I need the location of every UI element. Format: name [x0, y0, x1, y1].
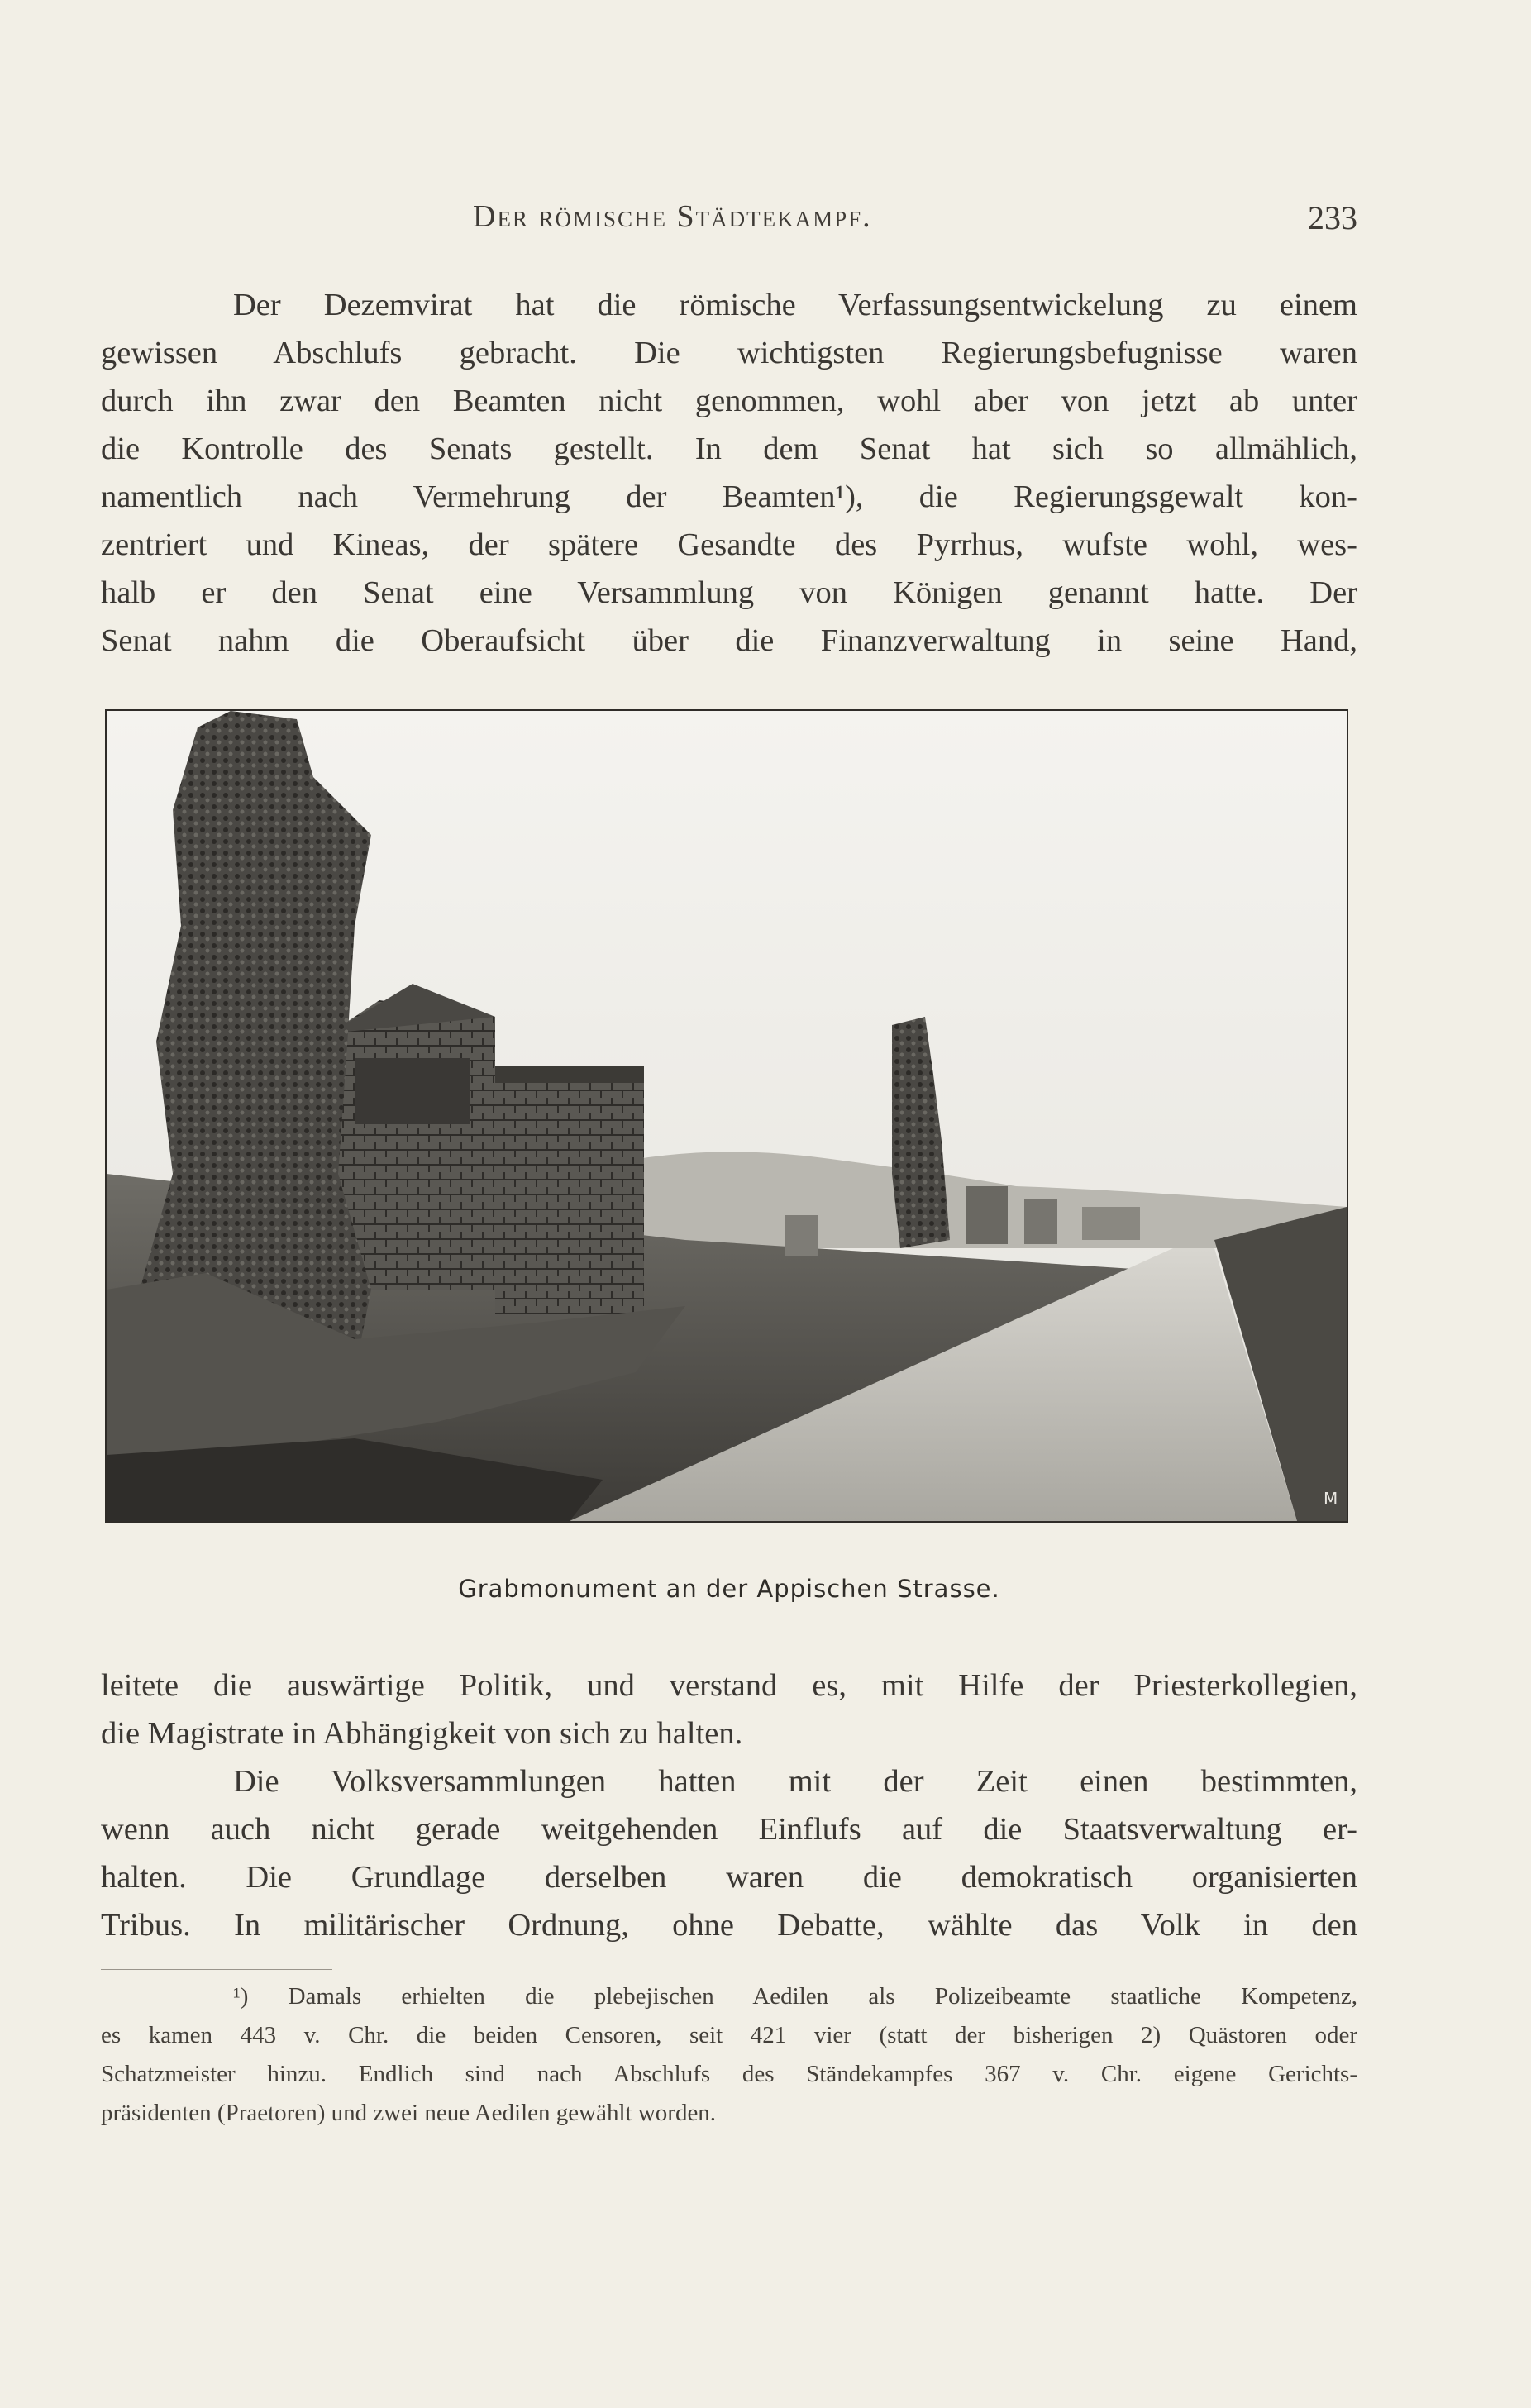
text-line: leitete die auswärtige Politik, und verstand es, mit Hilfe der Priesterkollegien,	[101, 1668, 1357, 1703]
running-header	[101, 198, 1357, 248]
tomb-monument-photograph	[107, 711, 1347, 1521]
text-line: gewissen Abschlufs gebracht. Die wichtigsten Regierungsbefugnisse waren	[101, 336, 1357, 370]
text-line: Tribus. In militärischer Ordnung, ohne Debatte, wählte das Volk in den	[101, 1908, 1357, 1943]
footnote	[101, 1977, 1357, 2133]
text-line: halten. Die Grundlage derselben waren die demokratisch organisierten	[101, 1860, 1357, 1895]
tomb-block	[495, 1066, 644, 1314]
footnote-line: es kamen 443 v. Chr. die beiden Censoren, seit 421 vier (statt der bisherigen 2) Quästoren oder	[101, 2022, 1357, 2048]
distant-ruin	[1082, 1207, 1140, 1240]
running-title: Der römische Städtekampf.	[473, 199, 872, 234]
footnote-line: ¹) Damals erhielten die plebejischen Aedilen als Polizeibeamte staatliche Kompetenz,	[233, 1983, 1357, 2010]
tomb-cornice	[495, 1066, 644, 1083]
footnote-separator	[101, 1969, 332, 1970]
text-line: Der Dezemvirat hat die römische Verfassungsentwickelung zu einem	[233, 288, 1357, 322]
text-line: durch ihn zwar den Beamten nicht genommen, wohl aber von jetzt ab unter	[101, 384, 1357, 418]
page-number: 233	[1308, 199, 1357, 236]
footnote-line: präsidenten (Praetoren) und zwei neue Aedilen gewählt worden.	[101, 2100, 717, 2126]
paragraph-2	[101, 1662, 1357, 1757]
text-line: Die Volksversammlungen hatten mit der Zeit einen bestimmten,	[233, 1764, 1357, 1799]
distant-ruin	[785, 1215, 818, 1256]
distant-ruin	[1024, 1199, 1057, 1244]
text-line: wenn auch nicht gerade weitgehenden Einflufs auf die Staatsverwaltung er-	[101, 1812, 1357, 1847]
text-line: die Magistrate in Abhängigkeit von sich zu halten.	[101, 1716, 743, 1751]
tomb-relief	[355, 1058, 470, 1124]
photographer-monogram: M	[1324, 1489, 1338, 1509]
text-line: Senat nahm die Oberaufsicht über die Finanzverwaltung in seine Hand,	[101, 623, 1357, 658]
text-line: die Kontrolle des Senats gestellt. In dem Senat hat sich so allmählich,	[101, 432, 1357, 466]
text-line: zentriert und Kineas, der spätere Gesandte des Pyrrhus, wufste wohl, wes-	[101, 527, 1357, 562]
paragraph-1	[101, 281, 1357, 665]
photograph-figure	[105, 709, 1348, 1523]
text-line: halb er den Senat eine Versammlung von Königen genannt hatte. Der	[101, 575, 1357, 610]
paragraph-3	[101, 1757, 1357, 1949]
text-line: namentlich nach Vermehrung der Beamten¹), die Regierungsgewalt kon-	[101, 479, 1357, 514]
figure-caption: Grabmonument an der Appischen Strasse.	[458, 1575, 1000, 1603]
footnote-line: Schatzmeister hinzu. Endlich sind nach Abschlufs des Ständekampfes 367 v. Chr. eigene Gerichts-	[101, 2061, 1357, 2087]
distant-ruin	[966, 1186, 1008, 1244]
